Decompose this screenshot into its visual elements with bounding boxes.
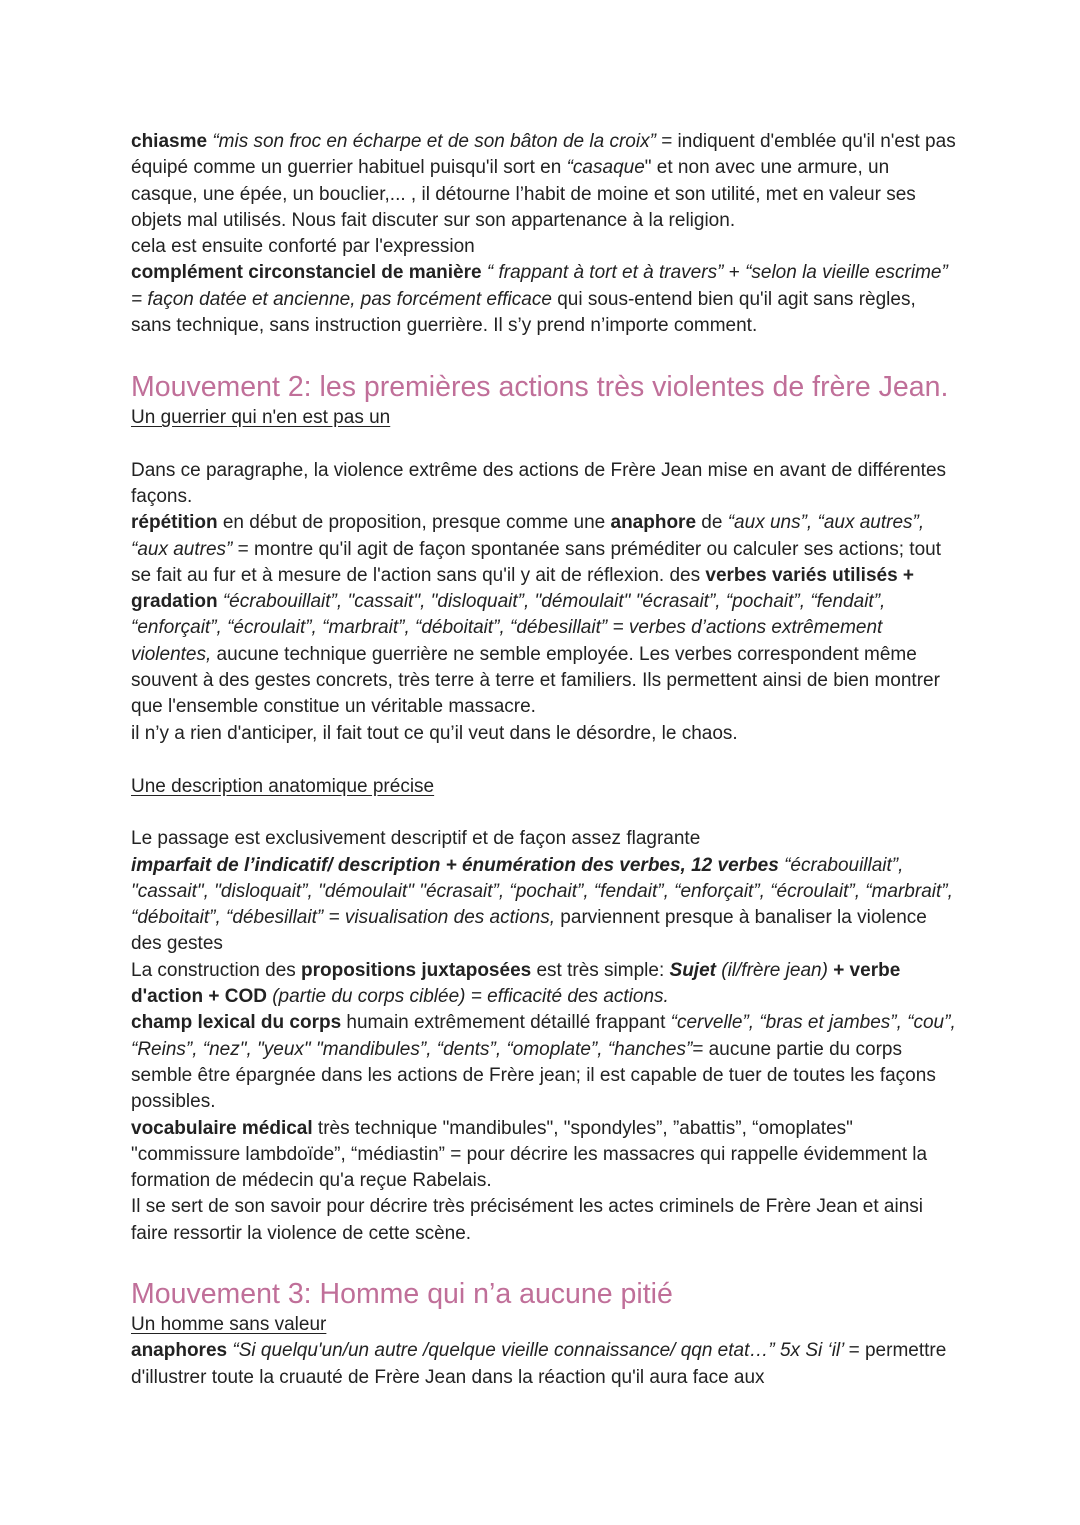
term-verbe-cod: + verbe d'action + COD — [131, 959, 901, 1008]
text: Dans ce paragraphe, la violence extrême des actions de Frère Jean mise en avant de différentes façons. — [131, 459, 947, 507]
heading-mouvement-3: Mouvement 3: Homme qui n’a aucune pitié — [131, 1277, 673, 1310]
quote: “casaque — [566, 157, 645, 179]
text: très technique "mandibules", "spondyles”, ”abattis”, “omoplates" "commissure lambdoïde”, “médiastin” = pour décrire les massacres qui rappelle évidemment la formation de médecin qu'a reçue Rabelais. — [131, 1117, 928, 1192]
quote: (partie du corps ciblée) = efficacité des actions. — [266, 986, 669, 1008]
quote: “selon la vieille escrime” = façon datée et ancienne, pas forcément efficace — [131, 262, 948, 310]
text: cela est ensuite conforté par l'expression — [131, 236, 475, 258]
quote: “ frappant à tort et à travers” — [481, 262, 729, 284]
text: = indiquent d'emblée qu'il n'est pas équipé comme un guerrier habituel puisqu'il sort en — [131, 131, 956, 179]
term-imparfait: imparfait de l’indicatif/ description + énumération des verbes, 12 verbes — [131, 854, 779, 876]
paragraph-anatomique — [131, 826, 960, 1247]
text: aucune technique guerrière ne semble employée. Les verbes correspondent même souvent à des gestes concrets, très terre à terre et familiers. Ils permettent ainsi de bien montrer que l'ensemble constitue un véritable massacre. — [131, 643, 940, 718]
quote: “mis son froc en écharpe et de son bâton de la croix” — [207, 131, 662, 152]
term-sujet: Sujet — [669, 959, 716, 981]
term-champ-lexical: champ lexical du corps — [131, 1012, 342, 1034]
paragraph-chiasme — [131, 129, 960, 339]
subheading-anatomique: Une description anatomique précise — [131, 775, 435, 797]
text: = permettre d'illustrer toute la cruauté de Frère Jean dans la réaction qu'il aura face aux — [131, 1340, 947, 1388]
term-anaphores: anaphores — [131, 1340, 228, 1362]
term-chiasme: chiasme — [131, 131, 208, 152]
paragraph-anaphores — [131, 1338, 960, 1391]
text: = aucune partie du corps semble être épargnée dans les actions de Frère jean; il est capable de tuer de toutes les façons possibles. — [131, 1038, 936, 1113]
text: = montre qu'il agit de façon spontanée sans préméditer ou calculer ses actions; tout se fait au fur et à mesure de l'action sans qu'il y ait de réflexion. des — [131, 538, 941, 586]
text: parviennent presque à banaliser la violence des gestes — [131, 907, 927, 955]
text: " et non avec une armure, un casque, une épée, un bouclier,... , il détourne l’habit de moine et son utilité, met en valeur ses objets mal utilisés. Nous fait discuter sur son appartenance à la religion. — [131, 157, 916, 231]
quote: “cervelle”, “bras et jambes”, “cou”, “Reins”, “nez", "yeux" "mandibules”, “dents”, “omoplate”, “hanches” — [131, 1012, 956, 1060]
term-propositions: propositions juxtaposées — [301, 959, 532, 981]
text: qui sous-entend bien qu'il agit sans règles, sans technique, sans instruction guerrière. Il s’y prend n’importe comment. — [131, 288, 916, 337]
text: + — [728, 262, 746, 284]
text: en début de proposition, presque comme une — [217, 512, 611, 534]
text: il n’y a rien d'anticiper, il fait tout ce qu’il veut dans le désordre, le chaos. — [131, 722, 738, 744]
text: humain extrêmement détaillé frappant — [341, 1012, 671, 1034]
term-repetition: répétition — [131, 512, 218, 534]
quote: “écrabouillait”, "cassait", "disloquait”, "démoulait" "écrasait”, “pochait”, “fendait”, “enforçait”, “écroulait”, “marbrait”, “déboitait”, “débesillait” = verbes d’actions extrêmement violentes, — [131, 591, 886, 665]
term-anaphore: anaphore — [610, 512, 697, 534]
text: La construction des — [131, 959, 302, 981]
text: Il se sert de son savoir pour décrire très précisément les actes criminels de Frère Jean et ainsi faire ressortir la violence de cette scène. — [131, 1196, 923, 1244]
text: de — [696, 512, 728, 534]
heading-mouvement-2: Mouvement 2: les premières actions très violentes de frère Jean. — [131, 371, 949, 404]
subheading-sans-valeur: Un homme sans valeur — [131, 1313, 327, 1335]
quote: “écrabouillait”, "cassait", "disloquait”, "démoulait" "écrasait”, “pochait”, “fendait”, “enforçait”, “écroulait”, “marbrait”, “déboitait”, “débesillait” = visualisation des actions, — [131, 854, 953, 929]
term-vocabulaire: vocabulaire médical — [131, 1117, 313, 1139]
quote: “aux uns”, “aux autres”, “aux autres” — [131, 512, 925, 560]
text: est très simple: — [531, 959, 670, 981]
term-verbes: verbes variés utilisés + gradation — [131, 564, 915, 613]
paragraph-violence — [131, 458, 960, 747]
quote: (il/frère jean) — [715, 959, 834, 981]
text: Le passage est exclusivement descriptif et de façon assez flagrante — [131, 828, 701, 850]
term-complement: complément circonstanciel de manière — [131, 262, 482, 284]
quote: “Si quelqu'un/un autre /quelque vieille connaissance/ qqn etat…” 5x Si ‘il’ — [227, 1340, 849, 1362]
subheading-guerrier: Un guerrier qui n'en est pas un — [131, 407, 391, 429]
